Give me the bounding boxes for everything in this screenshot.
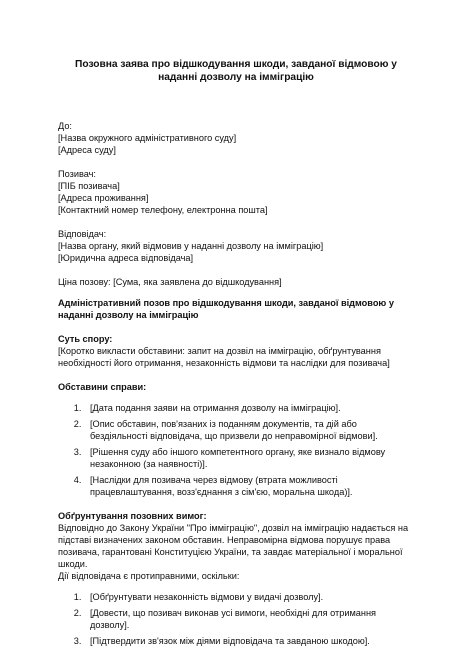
essence-section: [58, 333, 414, 369]
list-item: 3. [Рішення суду або іншого компетентного органу, яке визнало відмову незаконною (за наявності)].: [84, 446, 414, 470]
justification-intro: Дії відповідача є протиправними, оскільки:: [58, 571, 240, 581]
defendant-address: [Юридична адреса відповідача]: [58, 253, 194, 263]
document-title: Позовна заява про відшкодування шкоди, завданої відмовою у наданні дозволу на імміграцію: [75, 59, 397, 83]
justification-text: Відповідно до Закону України "Про імміграцію", дозвіл на імміграцію надається на підставі визначених законом обставин. Неправомірна відмова порушує права позивача, гарантовані Конституцією України, та завдає матеріальної і моральної шкоди.: [58, 523, 409, 569]
plaintiff-block: [58, 168, 414, 216]
justification-section: [58, 510, 414, 647]
list-item: 1. [Дата подання заяви на отримання дозволу на імміграцію].: [84, 402, 414, 414]
justification-heading: Обґрунтування позовних вимог:: [58, 511, 207, 521]
circumstances-section: [58, 381, 414, 498]
list-item: 2. [Опис обставин, пов'язаних із поданням документів, та дій або бездіяльності відповідача, що призвели до неправомірної відмови].: [84, 418, 414, 442]
court-address: [Адреса суду]: [58, 145, 116, 155]
lawsuit-heading: Адміністративний позов про відшкодування шкоди, завданої відмовою у наданні дозволу на імміграцію: [58, 298, 394, 320]
justification-list: [58, 591, 414, 647]
plaintiff-address: [Адреса проживання]: [58, 193, 149, 203]
defendant-block: [58, 228, 414, 264]
essence-text: [Коротко викласти обставини: запит на дозвіл на імміграцію, обґрунтування необхідності його отримання, незаконність відмови та наслідки для позивача]: [58, 346, 390, 368]
defendant-name: [Назва органу, який відмовив у наданні дозволу на імміграцію]: [58, 241, 324, 251]
circumstances-heading: Обставини справи:: [58, 382, 147, 392]
recipient-block: [58, 120, 414, 156]
essence-heading: Суть спору:: [58, 334, 113, 344]
court-name: [Назва окружного адміністративного суду]: [58, 133, 237, 143]
recipient-label: До:: [58, 121, 72, 131]
list-item: 4. [Наслідки для позивача через відмову (втрата можливості працевлаштування, возз'єднання з сім'єю, моральна шкода)].: [84, 474, 414, 498]
list-item: 3. [Підтвердити зв'язок між діями відповідача та завданою шкодою].: [84, 635, 414, 647]
claim-price: Ціна позову: [Сума, яка заявлена до відшкодування]: [58, 277, 282, 287]
plaintiff-contacts: [Контактний номер телефону, електронна пошта]: [58, 205, 268, 215]
circumstances-list: [58, 402, 414, 498]
plaintiff-name: [ПІБ позивача]: [58, 181, 120, 191]
list-item: 1. [Обґрунтувати незаконність відмови у видачі дозволу].: [84, 591, 414, 603]
list-item: 2. [Довести, що позивач виконав усі вимоги, необхідні для отримання дозволу].: [84, 607, 414, 631]
plaintiff-label: Позивач:: [58, 169, 96, 179]
defendant-label: Відповідач:: [58, 229, 107, 239]
